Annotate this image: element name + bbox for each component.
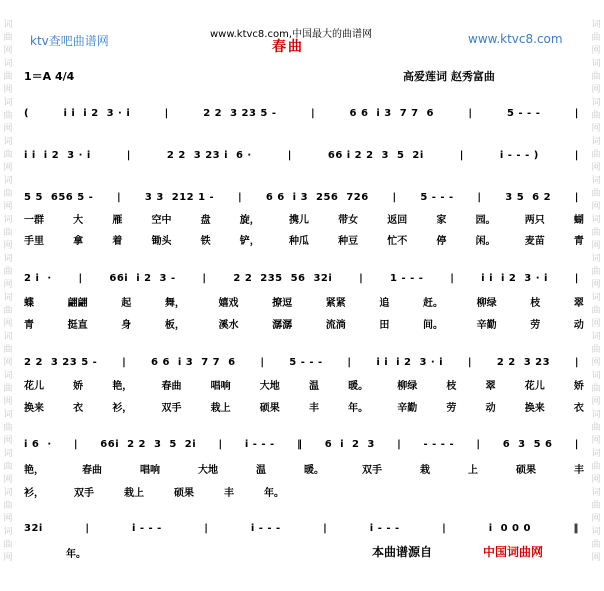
notation-measure: 5 5 656 5 - [24, 191, 94, 203]
lyric-word: 撩逗 [272, 298, 293, 309]
notation-measure: 66i i 2 3 - [109, 272, 176, 284]
bar-line: ‖ [573, 522, 579, 534]
lyric-word: 栽上 [210, 403, 231, 414]
source-site: 中国词曲网 [483, 545, 544, 559]
lyric-word: 大地 [198, 465, 218, 476]
notation-measure: 66i 2 2 3 5 2i [100, 438, 197, 450]
lyric-word: 翠 [573, 298, 584, 309]
lyric-word: 挺直 [67, 320, 88, 331]
bar-line: | [467, 356, 473, 368]
lyric-word: 花儿 [24, 381, 44, 392]
side-watermark-char: 词 [3, 488, 13, 498]
lyric-word: 温 [256, 465, 266, 476]
notation-measure: 6 6 i 3 256 726 [265, 191, 369, 203]
notation-measure: 2 2 3 23 i 6 · [166, 149, 252, 161]
bar-line: | [476, 438, 481, 450]
bar-line: | [397, 438, 402, 450]
side-watermark-char: 曲 [591, 462, 601, 472]
lyric-line [24, 377, 584, 393]
side-watermark-char: 曲 [3, 462, 13, 472]
side-watermark-char: 曲 [591, 345, 601, 355]
lyric-word: 年。 [348, 403, 369, 414]
notation-measure: 6 3 5 6 [502, 438, 553, 450]
site-watermark-right: www.ktvc8.com [468, 32, 563, 46]
source-label: 本曲谱源自 [372, 545, 433, 559]
lyric-word: 携儿 [288, 215, 309, 226]
side-watermark-char: 网 [3, 163, 13, 173]
side-watermark-char: 曲 [3, 189, 13, 199]
side-watermark-char: 网 [3, 358, 13, 368]
side-watermark-char: 曲 [591, 33, 601, 43]
bar-line: | [574, 107, 579, 119]
side-watermark-char: 曲 [3, 501, 13, 511]
side-watermark-char: 曲 [3, 306, 13, 316]
lyric-word: 闲。 [475, 236, 496, 247]
side-watermark-char: 网 [591, 397, 601, 407]
side-watermark-char: 词 [3, 20, 13, 30]
side-watermark-char: 网 [3, 436, 13, 446]
side-watermark-char: 网 [3, 553, 13, 563]
lyric-word: 栽 [420, 465, 430, 476]
side-watermark-char: 网 [591, 85, 601, 95]
lyric-word: 春曲 [82, 465, 102, 476]
side-watermark-char: 网 [3, 202, 13, 212]
side-watermark-char: 曲 [591, 111, 601, 121]
side-watermark-char: 网 [3, 475, 13, 485]
side-watermark-char: 网 [3, 397, 13, 407]
lyric-word: 丰 [574, 465, 584, 476]
side-watermark-char: 词 [3, 176, 13, 186]
bar-line: | [477, 191, 482, 203]
lyric-word: 辛勤 [397, 403, 418, 414]
side-watermark-char: 词 [3, 215, 13, 225]
side-watermark-char: 词 [3, 371, 13, 381]
lyric-word: 劳 [530, 320, 541, 331]
lyric-word: 双手 [161, 403, 182, 414]
lyric-word: 雁 [112, 215, 123, 226]
bar-line: | [459, 149, 464, 161]
lyric-word: 种瓜 [288, 236, 309, 247]
side-watermark-char: 词 [3, 449, 13, 459]
side-watermark-char: 网 [591, 280, 601, 290]
lyric-word: 温 [308, 381, 319, 392]
lyric-word: 艳， [24, 465, 44, 476]
lyric-line [24, 211, 584, 227]
notation-row [24, 352, 579, 373]
notation-measure: i 0 0 0 [488, 522, 531, 534]
lyric-word: 花儿 [524, 381, 545, 392]
notation-row [24, 103, 579, 124]
notation-measure: 2 i · [24, 272, 52, 284]
side-watermark-char: 词 [591, 449, 601, 459]
lyric-word: 麦苗 [524, 236, 545, 247]
lyric-word: 春曲 [161, 381, 182, 392]
notation-measure: i - - - [131, 522, 162, 534]
site-watermark-left: ktv查吧曲谱网 [30, 34, 109, 48]
lyric-word: 双手 [74, 488, 94, 499]
side-watermark-char: 网 [3, 46, 13, 56]
side-watermark-char: 曲 [3, 150, 13, 160]
side-watermark-char: 曲 [3, 33, 13, 43]
side-watermark-char: 曲 [3, 423, 13, 433]
lyric-word: 换来 [24, 403, 44, 414]
lyric-word: 唱响 [140, 465, 160, 476]
side-watermark-char: 网 [591, 436, 601, 446]
side-watermark-char: 曲 [591, 267, 601, 277]
lyric-word: 嬉戏 [218, 298, 239, 309]
side-watermark-char: 曲 [591, 150, 601, 160]
notation-measure: 5 - - - [289, 356, 323, 368]
side-watermark-char: 词 [591, 20, 601, 30]
bar-line: | [574, 149, 579, 161]
bar-line: | [126, 149, 131, 161]
side-watermark-char: 曲 [591, 540, 601, 550]
lyric-word: 家 [436, 215, 447, 226]
side-watermark-char: 词 [591, 176, 601, 186]
lyric-word: 青 [24, 320, 34, 331]
side-watermark-char: 网 [3, 124, 13, 134]
lyric-word: 紧紧 [325, 298, 346, 309]
lyric-word: 丰 [224, 488, 234, 499]
notation-measure: ( [24, 107, 30, 119]
lyric-word: 艳， [112, 381, 133, 392]
side-watermark-char: 词 [3, 527, 13, 537]
lyric-word: 衫， [24, 488, 44, 499]
lyric-word: 丰 [308, 403, 319, 414]
side-watermark-char: 词 [3, 98, 13, 108]
notation-measure: 3 3 212 1 - [144, 191, 215, 203]
notation-measure: i - - - [244, 438, 275, 450]
side-watermark-char: 曲 [3, 384, 13, 394]
notation-measure: i - - - [250, 522, 281, 534]
notation-measure: - - - - [423, 438, 455, 450]
side-watermark-char: 网 [3, 514, 13, 524]
bar-line: | [204, 522, 209, 534]
lyric-word: 辛勤 [476, 320, 497, 331]
notation-row [24, 434, 579, 455]
lyric-word: 翠 [485, 381, 496, 392]
bar-line: | [164, 107, 169, 119]
lyric-word: 追 [379, 298, 390, 309]
side-watermark-char: 曲 [3, 540, 13, 550]
side-watermark-char: 网 [3, 85, 13, 95]
notation-measure: i i i 2 3 · i [24, 149, 91, 161]
bar-line: | [310, 107, 316, 119]
notation-row [24, 268, 579, 289]
lyric-word: 硕果 [259, 403, 280, 414]
side-watermark-char: 网 [3, 241, 13, 251]
side-watermark-char: 网 [591, 358, 601, 368]
lyric-line [24, 461, 584, 477]
lyric-word: 身 [121, 320, 132, 331]
side-watermark-char: 网 [591, 241, 601, 251]
side-watermark-char: 曲 [591, 384, 601, 394]
lyric-word: 枝 [530, 298, 541, 309]
lyric-word: 劳 [446, 403, 457, 414]
notation-measure: 6 6 i 3 7 7 6 [349, 107, 435, 119]
lyric-word: 铁 [200, 236, 211, 247]
notation-measure: 6 6 i 3 7 7 6 [151, 356, 236, 368]
lyric-word: 潺潺 [272, 320, 293, 331]
lyric-word: 上 [468, 465, 478, 476]
lyric-word: 蝶 [24, 298, 34, 309]
bar-line: | [260, 356, 265, 368]
bar-line: | [450, 272, 455, 284]
notation-measure: 66 i 2 2 3 5 2i [327, 149, 424, 161]
side-watermark-char: 词 [591, 527, 601, 537]
lyric-word: 年。 [264, 488, 284, 499]
lyric-word: 暖。 [304, 465, 324, 476]
lyric-word: 间。 [423, 320, 443, 331]
side-watermark-left [2, 20, 14, 580]
side-watermark-char: 网 [591, 319, 601, 329]
lyric-word: 拿 [73, 236, 84, 247]
lyric-word: 一群 [24, 215, 44, 226]
lyric-word: 溪水 [218, 320, 239, 331]
lyric-word: 娇 [73, 381, 84, 392]
bar-line: | [574, 356, 579, 368]
lyric-word: 手里 [24, 236, 44, 247]
lyric-word: 赶。 [423, 298, 443, 309]
lyric-line [24, 484, 284, 500]
bar-line: | [237, 191, 243, 203]
bar-line: | [347, 356, 352, 368]
lyric-word: 流淌 [325, 320, 346, 331]
side-watermark-char: 网 [591, 163, 601, 173]
side-watermark-char: 网 [3, 280, 13, 290]
side-watermark-char: 词 [3, 59, 13, 69]
side-watermark-char: 网 [3, 319, 13, 329]
lyric-line [24, 399, 584, 415]
lyric-word: 柳绿 [397, 381, 418, 392]
bar-line: | [442, 522, 447, 534]
lyric-word: 空中 [151, 215, 172, 226]
lyric-word: 忙不 [387, 236, 408, 247]
notation-measure: 2 2 235 56 32i [233, 272, 333, 284]
lyric-word: 双手 [362, 465, 382, 476]
lyric-word: 衣 [73, 403, 84, 414]
notation-measure: 2 2 3 23 5 - [24, 356, 98, 368]
side-watermark-char: 词 [591, 488, 601, 498]
lyric-word: 衫， [112, 403, 133, 414]
notation-measure: i - - - ) [499, 149, 539, 161]
bar-line: | [392, 191, 397, 203]
side-watermark-char: 网 [591, 514, 601, 524]
lyric-word: 大 [73, 215, 84, 226]
side-watermark-char: 曲 [591, 423, 601, 433]
lyric-word: 返回 [387, 215, 408, 226]
side-watermark-char: 词 [591, 410, 601, 420]
bar-line: | [323, 522, 328, 534]
side-watermark-char: 网 [591, 202, 601, 212]
side-watermark-char: 词 [3, 332, 13, 342]
key-signature: 1＝A 4/4 [24, 70, 75, 83]
bar-line: | [574, 191, 579, 203]
side-watermark-char: 词 [3, 293, 13, 303]
lyric-word: 柳绿 [476, 298, 497, 309]
lyric-word: 着 [112, 236, 123, 247]
bar-line: | [468, 107, 473, 119]
bar-line: | [78, 272, 83, 284]
lyric-word: 舞， [164, 298, 185, 309]
side-watermark-char: 词 [591, 371, 601, 381]
notation-measure: i - - - [369, 522, 400, 534]
song-credits: 高爱莲词 赵秀富曲 [403, 70, 495, 83]
lyric-word: 田 [379, 320, 390, 331]
side-watermark-char: 词 [591, 137, 601, 147]
side-watermark-char: 网 [591, 553, 601, 563]
lyric-word: 起 [121, 298, 132, 309]
lyric-line [24, 294, 584, 310]
notation-measure: 5 - - - [506, 107, 541, 119]
side-watermark-char: 曲 [591, 228, 601, 238]
lyric-word: 种豆 [338, 236, 359, 247]
bar-line: | [122, 356, 127, 368]
notation-measure: 3 5 6 2 [505, 191, 552, 203]
bar-line: | [85, 522, 90, 534]
side-watermark-char: 曲 [3, 72, 13, 82]
side-watermark-char: 词 [591, 254, 601, 264]
side-watermark-char: 曲 [3, 111, 13, 121]
notation-measure: 1 - - - [390, 272, 424, 284]
side-watermark-char: 曲 [591, 189, 601, 199]
lyric-word: 青 [573, 236, 584, 247]
lyric-word: 旋， [239, 215, 260, 226]
notation-measure: i 6 · [24, 438, 52, 450]
bar-line: | [359, 272, 364, 284]
bar-line: ‖ [296, 438, 303, 450]
side-watermark-char: 词 [3, 254, 13, 264]
lyric-line [24, 232, 584, 248]
lyric-word: 板， [164, 320, 185, 331]
lyric-word: 娇 [573, 381, 584, 392]
notation-measure: 5 - - - [420, 191, 454, 203]
side-watermark-char: 曲 [591, 501, 601, 511]
side-watermark-char: 网 [591, 124, 601, 134]
bar-line: | [574, 272, 579, 284]
notation-measure: i i i 2 3 · i [63, 107, 131, 119]
lyric-word: 硕果 [174, 488, 194, 499]
notation-measure: 6 i 2 3 [324, 438, 375, 450]
lyric-word: 大地 [259, 381, 280, 392]
lyric-word: 年。 [66, 549, 86, 560]
bar-line: | [287, 149, 292, 161]
notation-measure: 32i [24, 522, 43, 534]
lyric-word: 铲， [239, 236, 260, 247]
side-watermark-char: 曲 [3, 228, 13, 238]
lyric-word: 翩翩 [67, 298, 88, 309]
side-watermark-char: 曲 [3, 345, 13, 355]
lyric-line [24, 316, 584, 332]
notation-measure: 2 2 3 23 [496, 356, 551, 368]
notation-measure: i i i 2 3 · i [481, 272, 548, 284]
bar-line: | [574, 438, 579, 450]
lyric-word: 硕果 [516, 465, 536, 476]
notation-row [24, 145, 579, 166]
song-title: 春曲 [272, 39, 304, 55]
lyric-word: 枝 [446, 381, 457, 392]
side-watermark-char: 词 [3, 137, 13, 147]
side-watermark-char: 网 [591, 475, 601, 485]
lyric-word: 蝴 [573, 215, 584, 226]
lyric-word: 暖。 [348, 381, 369, 392]
lyric-word: 园。 [475, 215, 496, 226]
side-watermark-char: 曲 [591, 306, 601, 316]
bar-line: | [117, 191, 122, 203]
lyric-word: 带女 [338, 215, 359, 226]
side-watermark-char: 网 [591, 46, 601, 56]
bar-line: | [73, 438, 79, 450]
lyric-word: 两只 [524, 215, 545, 226]
notation-measure: i i i 2 3 · i [376, 356, 444, 368]
notation-row [24, 518, 579, 539]
side-watermark-char: 曲 [3, 267, 13, 277]
side-watermark-char: 词 [3, 410, 13, 420]
lyric-word: 衣 [573, 403, 584, 414]
lyric-word: 锄头 [151, 236, 172, 247]
side-watermark-right [590, 20, 602, 580]
side-watermark-char: 词 [591, 98, 601, 108]
side-watermark-char: 词 [591, 215, 601, 225]
lyric-word: 动 [485, 403, 496, 414]
lyric-word: 盘 [200, 215, 211, 226]
lyric-word: 栽上 [124, 488, 144, 499]
lyric-word: 唱响 [210, 381, 231, 392]
bar-line: | [218, 438, 223, 450]
side-watermark-char: 词 [591, 332, 601, 342]
notation-measure: 2 2 3 23 5 - [203, 107, 277, 119]
side-watermark-char: 词 [591, 293, 601, 303]
notation-row [24, 187, 579, 208]
side-watermark-char: 曲 [591, 72, 601, 82]
lyric-word: 动 [573, 320, 584, 331]
lyric-word: 停 [436, 236, 447, 247]
side-watermark-char: 词 [591, 59, 601, 69]
bar-line: | [202, 272, 207, 284]
lyric-word: 换来 [524, 403, 545, 414]
site-caption: www.ktvc8.com,中国最大的曲谱网 [210, 29, 373, 40]
